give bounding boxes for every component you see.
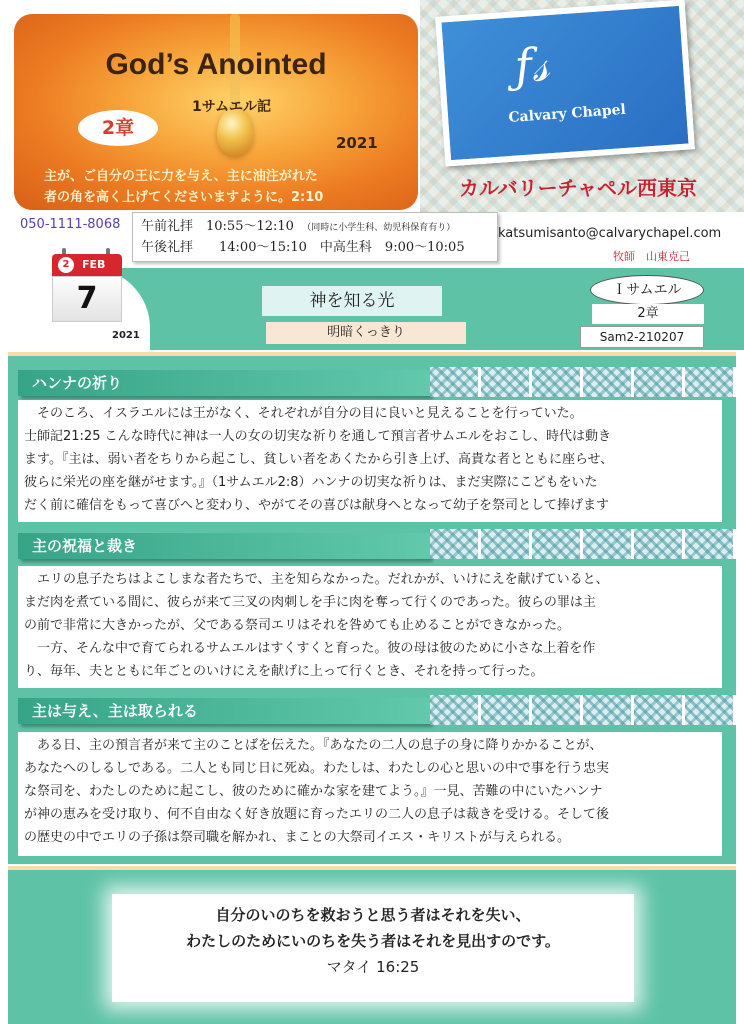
- calendar-icon: [48, 246, 126, 336]
- logo-text: Calvary Chapel: [507, 101, 627, 127]
- contact-email: katsumisanto@calvarychapel.com: [498, 226, 722, 241]
- schedule-morning: 午前礼拝 10:55～12:10: [141, 219, 294, 234]
- banner-title: God’s Anointed: [105, 48, 327, 81]
- calendar-year: 2021: [112, 330, 140, 341]
- text-line: の歴史の中でエリの子孫は祭司職を解かれ、まことの大祭司イエス・キリストが与えられる。: [24, 830, 571, 845]
- text-line: な祭司を、わたしのために起こし、彼のために確かな家を建てよう。』一見、苦難の中にいたハンナ: [24, 784, 603, 799]
- schedule-afternoon: 午後礼拝 14:00～15:10 中高生科 9:00～10:05: [141, 240, 465, 255]
- service-schedule: [132, 212, 498, 262]
- text-line: ます。『主は、弱い者をちりから起こし、貧しい者をあくたから引き上げ、高貴な者とともに座らせ、: [24, 452, 614, 467]
- section-heading: 主の祝福と裁き: [18, 533, 430, 559]
- book-name: Ｉサムエル: [590, 275, 704, 305]
- chapter-badge: 2章: [78, 110, 158, 146]
- banner-verse: [44, 166, 414, 208]
- banner-verse-line: 者の角を高く上げてくださいますように。2:10: [44, 190, 324, 205]
- banner-subtitle: 1サムエル記: [192, 99, 272, 115]
- section-text: [18, 566, 722, 688]
- calendar-day: 7: [52, 276, 122, 322]
- dove-logo-icon: ƒ𝓈: [512, 37, 551, 94]
- quote-reference: マタイ 16:25: [326, 958, 420, 976]
- text-line: の前で非常に大きかったが、父である祭司エリはそれを咎めても止めることができなかった。: [24, 618, 571, 633]
- tile-pattern: [430, 695, 736, 725]
- section-heading: 主は与え、主は取られる: [18, 698, 430, 724]
- tile-pattern: [430, 367, 736, 397]
- header-banner: [14, 14, 418, 210]
- section-heading: ハンナの祈り: [18, 370, 430, 396]
- text-line: ある日、主の預言者が来て主のことばを伝えた。『あなたの二人の息子の身に降りかかることが、: [24, 738, 603, 753]
- text-line: まだ肉を煮ている間に、彼らが来て三叉の肉刺しを手に肉を奪って行くのであった。彼らの罪は主: [24, 595, 596, 610]
- text-line: エリの息子たちはよこしまな者たちで、主を知らなかった。だれかが、いけにえを献げていると、: [24, 572, 609, 587]
- quote-line: わたしのためにいのちを失う者はそれを見出すのです。: [186, 932, 560, 950]
- text-line: だく前に確信をもって喜びへと変わり、やがてその喜びは献身へとなって幼子を祭司として捧げます: [24, 498, 610, 513]
- pastor-name: 牧師 山東克己: [613, 250, 690, 263]
- banner-verse-line: 主が、ご自分の王に力を与え、主に油注がれた: [44, 169, 318, 184]
- tile-pattern: [430, 529, 736, 559]
- phone-number: 050-1111-8068: [20, 217, 121, 232]
- message-title: 神を知る光: [262, 286, 442, 316]
- text-line: 彼らに栄光の座を継がせます。』（1サムエル2:8）ハンナの切実な祈りは、まだ実際にこどもをいた: [24, 475, 598, 490]
- calendar-header: [52, 254, 122, 276]
- calendar-month: FEB: [82, 258, 106, 271]
- section-text: [18, 732, 722, 856]
- church-name: カルバリーチャペル西東京: [459, 176, 697, 200]
- banner-year: 2021: [336, 134, 378, 152]
- text-line: そのころ、イスラエルには王がなく、それぞれが自分の目に良いと見えることを行っていた。: [24, 406, 583, 421]
- text-line: 士師記21:25 こんな時代に神は一人の女の切実な祈りを通して預言者サムエルをおこし、時代は動き: [24, 429, 611, 444]
- calendar-small-day: 2: [58, 257, 74, 273]
- text-line: あなたへのしるしである。二人とも同じ日に死ぬ。わたしは、わたしの心と思いの中で事を行う忠実: [24, 761, 610, 776]
- section-text: [18, 400, 722, 522]
- text-line: り、毎年、夫とともに年ごとのいけにえを献げに上って行くとき、それを持って行った。: [24, 664, 544, 679]
- schedule-note: （同時に小学生科、幼児科保育有り）: [302, 223, 456, 233]
- text-line: 一方、そんな中で育てられるサムエルはすくすくと育った。彼の母は彼のために小さな上着を作: [24, 641, 596, 656]
- closing-quote: [112, 894, 634, 1002]
- church-logo: [435, 0, 695, 167]
- quote-line: 自分のいのちを救おうと思う者はそれを失い、: [215, 906, 531, 924]
- message-code: Sam2-210207: [580, 326, 704, 348]
- text-line: が神の恵みを受け取り、何不自由なく好き放題に育ったエリの二人の息子は裁きを受ける。そして後: [24, 807, 610, 822]
- message-subtitle: 明暗くっきり: [266, 322, 466, 344]
- book-chapter: 2章: [592, 304, 704, 324]
